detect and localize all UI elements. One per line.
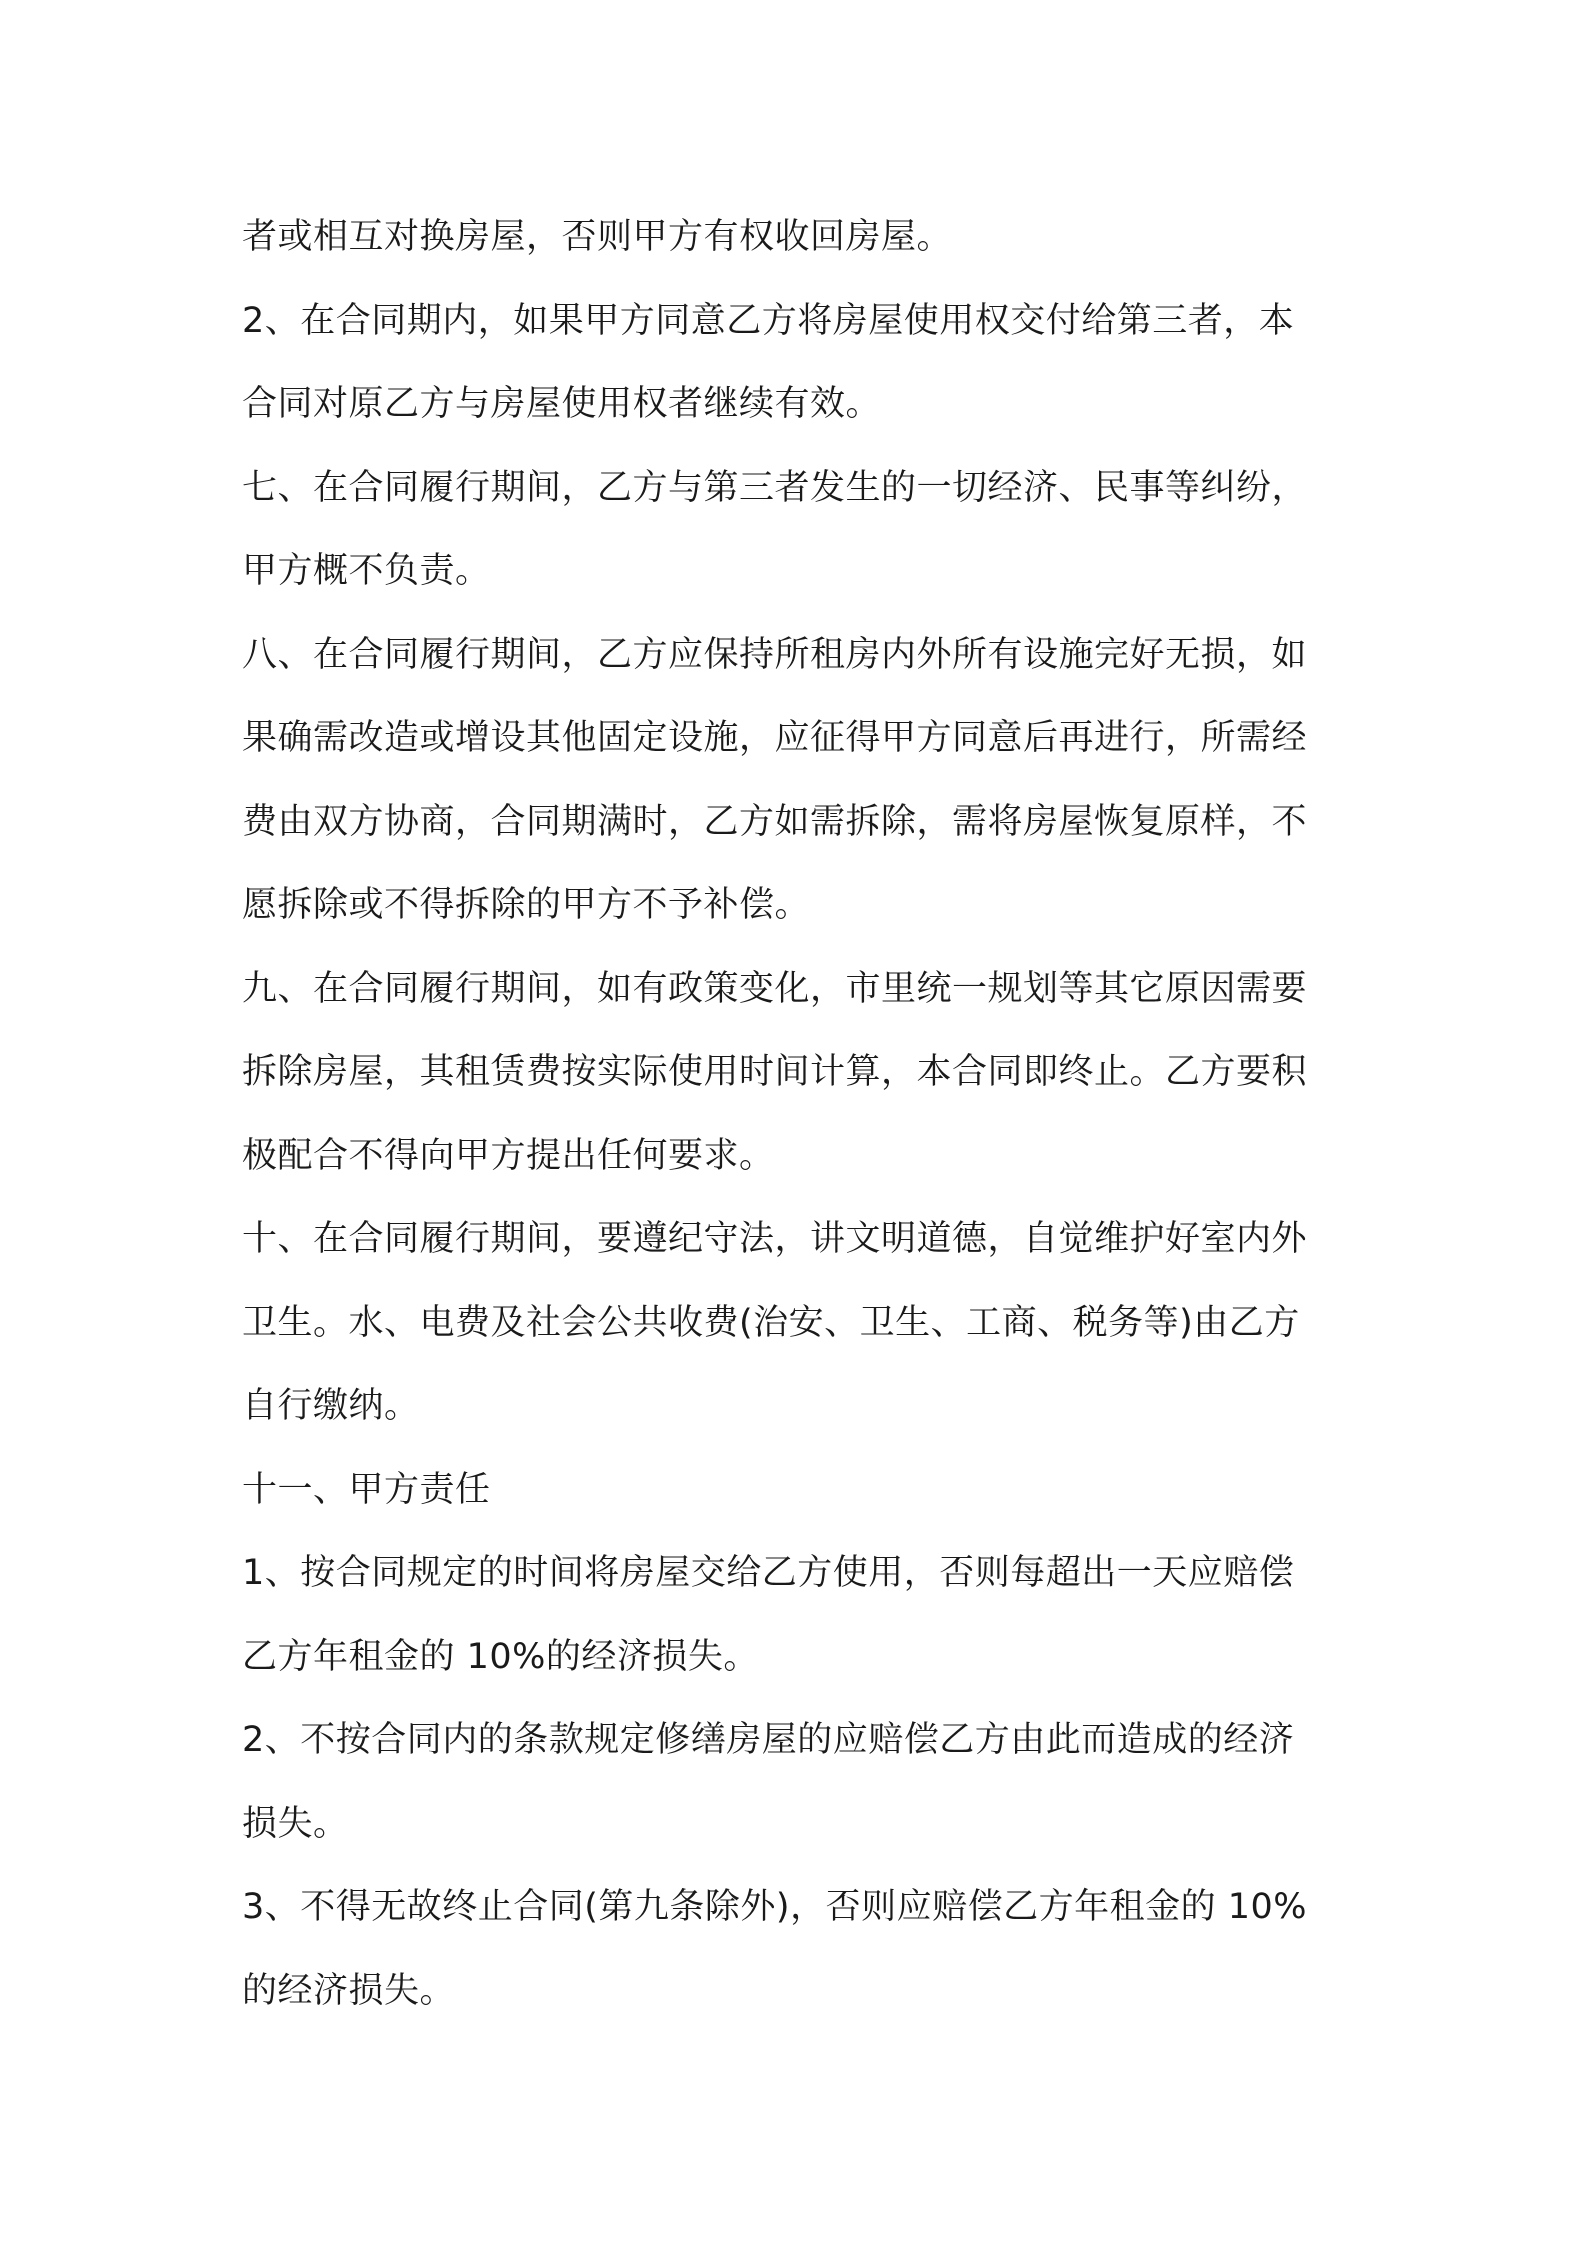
document-body	[242, 196, 1358, 2033]
paragraph-p-7	[242, 447, 1358, 614]
text-line: 自行缴纳。	[242, 1386, 420, 1426]
text-line: 乙方年租金的 10%的经济损失。	[242, 1636, 759, 1677]
text-line: 3、不得无故终止合同(第九条除外)，否则应赔偿乙方年租金的 10%	[242, 1887, 1307, 1927]
text-line: 2、不按合同内的条款规定修缮房屋的应赔偿乙方由此而造成的经济	[242, 1720, 1295, 1760]
text-line: 甲方概不负责。	[242, 551, 491, 591]
text-line: 果确需改造或增设其他固定设施，应征得甲方同意后再进行，所需经	[242, 718, 1308, 758]
text-line: 的经济损失。	[242, 1970, 456, 2011]
paragraph-p-2-transfer	[242, 280, 1358, 447]
paragraph-p-8	[242, 614, 1358, 948]
text-line: 1、按合同规定的时间将房屋交给乙方使用，否则每超出一天应赔偿	[242, 1553, 1295, 1593]
text-line: 十、在合同履行期间，要遵纪守法，讲文明道德，自觉维护好室内外	[242, 1219, 1308, 1259]
paragraph-p-9	[242, 948, 1358, 1199]
paragraph-p-11-1	[242, 1532, 1358, 1699]
text-line: 愿拆除或不得拆除的甲方不予补偿。	[242, 885, 811, 925]
paragraph-p-10	[242, 1198, 1358, 1449]
text-line: 者或相互对换房屋，否则甲方有权收回房屋。	[242, 217, 953, 257]
paragraph-p-cont	[242, 196, 1358, 280]
text-line: 费由双方协商，合同期满时，乙方如需拆除，需将房屋恢复原样，不	[242, 801, 1308, 842]
paragraph-p-11-heading	[242, 1449, 1358, 1533]
text-line: 卫生。水、电费及社会公共收费(治安、卫生、工商、税务等)由乙方	[242, 1302, 1300, 1343]
text-line: 七、在合同履行期间，乙方与第三者发生的一切经济、民事等纠纷，	[242, 467, 1308, 508]
text-line: 2、在合同期内，如果甲方同意乙方将房屋使用权交付给第三者，本	[242, 300, 1295, 341]
paragraph-p-11-2	[242, 1699, 1358, 1866]
paragraph-p-11-3	[242, 1866, 1358, 2033]
text-line: 合同对原乙方与房屋使用权者继续有效。	[242, 384, 882, 424]
text-line: 拆除房屋，其租赁费按实际使用时间计算，本合同即终止。乙方要积	[242, 1052, 1308, 1092]
text-line: 九、在合同履行期间，如有政策变化，市里统一规划等其它原因需要	[242, 968, 1308, 1009]
text-line: 八、在合同履行期间，乙方应保持所租房内外所有设施完好无损，如	[242, 634, 1308, 675]
text-line: 十一、甲方责任	[242, 1469, 491, 1510]
text-line: 极配合不得向甲方提出任何要求。	[242, 1135, 775, 1176]
text-line: 损失。	[242, 1803, 349, 1844]
